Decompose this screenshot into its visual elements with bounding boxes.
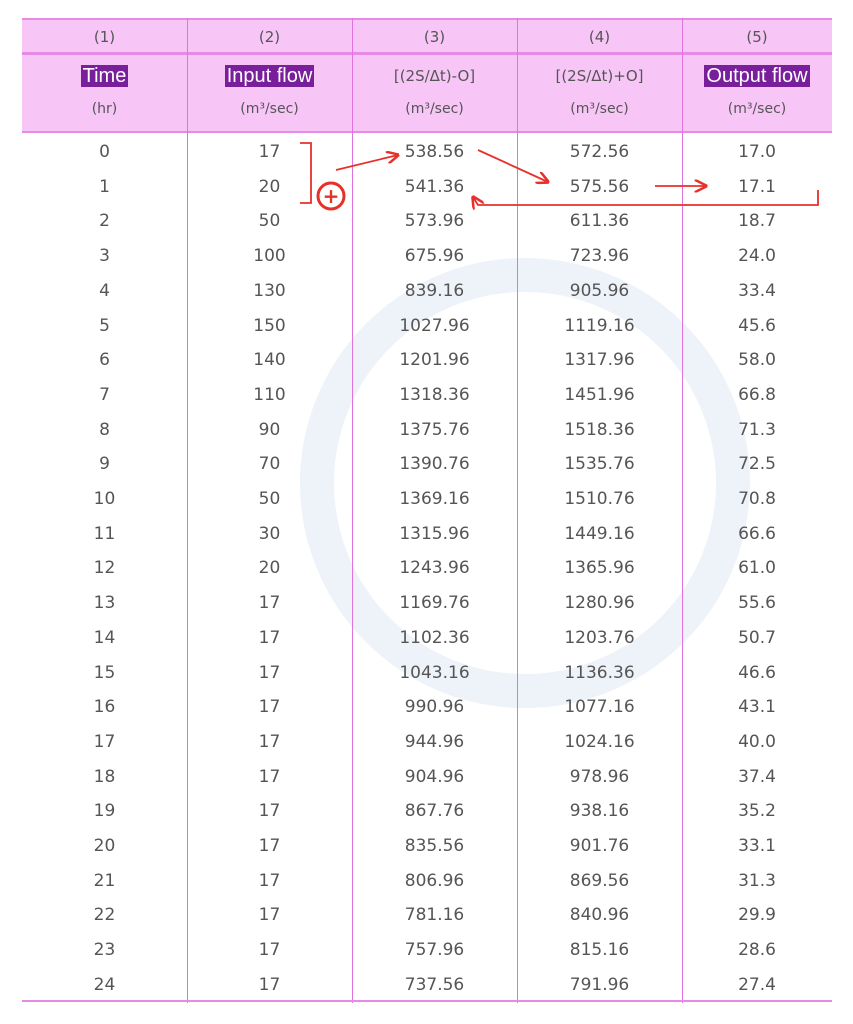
cell-time: 18 — [93, 766, 116, 787]
cell-2s-minus-o: 1390.76 — [399, 454, 470, 475]
cell-input-flow: 17 — [258, 731, 281, 752]
cell-time: 14 — [93, 627, 116, 648]
cell-2s-plus-o: 1451.96 — [564, 384, 635, 405]
column-divider — [352, 18, 353, 1003]
table-row — [22, 934, 832, 969]
cell-2s-minus-o: 990.96 — [404, 697, 465, 718]
cell-2s-plus-o: 1024.16 — [564, 731, 635, 752]
cell-input-flow: 140 — [253, 350, 286, 371]
table-row — [22, 865, 832, 900]
cell-time: 1 — [99, 176, 110, 197]
table-row — [22, 414, 832, 449]
cell-output-flow: 71.3 — [738, 419, 776, 440]
cell-2s-minus-o: 835.56 — [404, 836, 465, 856]
cell-2s-minus-o: 1318.36 — [399, 384, 470, 405]
column-divider — [682, 18, 683, 1003]
cell-input-flow: 50 — [258, 489, 281, 509]
cell-time: 3 — [99, 246, 110, 267]
cell-time: 6 — [99, 350, 110, 371]
cell-output-flow: 43.1 — [738, 697, 776, 718]
cell-2s-plus-o: 1077.16 — [564, 697, 635, 718]
cell-output-flow: 27.4 — [738, 974, 776, 995]
cell-time: 16 — [93, 697, 116, 718]
cell-input-flow: 17 — [258, 697, 281, 718]
column-number-4: (4) — [588, 28, 611, 46]
cell-2s-minus-o: 757.96 — [404, 940, 465, 961]
cell-input-flow: 17 — [258, 593, 281, 614]
cell-2s-plus-o: 1280.96 — [564, 593, 635, 614]
table-row — [22, 761, 832, 796]
header-output-flow-unit: (m³/sec) — [727, 101, 787, 117]
cell-2s-minus-o: 675.96 — [404, 246, 465, 267]
cell-2s-plus-o: 869.56 — [569, 870, 630, 891]
table-row — [22, 726, 832, 761]
cell-output-flow: 70.8 — [738, 489, 776, 509]
table-row — [22, 344, 832, 379]
table-row — [22, 969, 832, 1004]
table-row — [22, 136, 832, 171]
cell-input-flow: 17 — [258, 836, 281, 856]
cell-output-flow: 72.5 — [738, 454, 776, 475]
cell-output-flow: 37.4 — [738, 766, 776, 787]
cell-output-flow: 33.1 — [738, 836, 776, 856]
column-divider — [187, 18, 188, 1003]
cell-input-flow: 17 — [258, 766, 281, 787]
cell-2s-plus-o: 1365.96 — [564, 558, 635, 579]
cell-2s-minus-o: 737.56 — [404, 974, 465, 995]
cell-time: 5 — [99, 315, 110, 336]
table-bottom-border — [22, 1000, 832, 1002]
cell-time: 22 — [93, 905, 116, 926]
cell-input-flow: 20 — [258, 558, 281, 579]
header-2s-plus-o: [(2S/Δt)+O] — [555, 67, 644, 85]
cell-time: 19 — [93, 801, 116, 822]
cell-time: 24 — [93, 974, 116, 995]
cell-2s-minus-o: 781.16 — [404, 905, 465, 926]
cell-2s-plus-o: 1510.76 — [564, 489, 635, 509]
cell-2s-plus-o: 1136.36 — [564, 662, 635, 683]
cell-2s-plus-o: 791.96 — [569, 974, 630, 995]
table-row — [22, 205, 832, 240]
cell-2s-minus-o: 904.96 — [404, 766, 465, 787]
header-time-unit: (hr) — [91, 101, 118, 117]
table-row — [22, 240, 832, 275]
table-row — [22, 795, 832, 830]
cell-time: 11 — [93, 523, 116, 544]
cell-2s-plus-o: 978.96 — [569, 766, 630, 787]
table-row — [22, 552, 832, 587]
cell-2s-plus-o: 905.96 — [569, 280, 630, 301]
cell-2s-plus-o: 815.16 — [569, 940, 630, 961]
header-input-flow: Input flow — [226, 65, 313, 87]
cell-time: 9 — [99, 454, 110, 475]
cell-input-flow: 90 — [258, 419, 281, 440]
cell-2s-minus-o: 839.16 — [404, 280, 465, 301]
cell-time: 4 — [99, 280, 110, 301]
table-row — [22, 275, 832, 310]
table-row — [22, 171, 832, 206]
table-row — [22, 622, 832, 657]
header-2s-plus-o-unit: (m³/sec) — [570, 101, 629, 117]
cell-2s-plus-o: 938.16 — [569, 801, 630, 822]
cell-output-flow: 17.0 — [738, 142, 776, 162]
cell-input-flow: 100 — [253, 246, 286, 267]
header-row — [22, 55, 832, 133]
cell-2s-plus-o: 840.96 — [569, 905, 630, 926]
cell-2s-minus-o: 538.56 — [404, 142, 465, 162]
cell-2s-plus-o: 575.56 — [569, 176, 630, 197]
cell-output-flow: 61.0 — [738, 558, 776, 579]
column-number-3: (3) — [423, 28, 446, 46]
table-row — [22, 483, 832, 518]
column-number-row — [22, 18, 832, 55]
cell-output-flow: 50.7 — [738, 627, 776, 648]
cell-output-flow: 35.2 — [738, 801, 776, 822]
cell-2s-minus-o: 1102.36 — [399, 627, 470, 648]
cell-2s-minus-o: 867.76 — [404, 801, 465, 822]
cell-time: 21 — [93, 870, 116, 891]
table-row — [22, 379, 832, 414]
cell-output-flow: 55.6 — [738, 593, 776, 614]
header-2s-minus-o-unit: (m³/sec) — [405, 101, 464, 117]
cell-input-flow: 70 — [258, 454, 281, 475]
cell-2s-minus-o: 1043.16 — [399, 662, 470, 683]
column-divider — [517, 18, 518, 1003]
cell-output-flow: 33.4 — [738, 280, 776, 301]
cell-output-flow: 31.3 — [738, 870, 776, 891]
cell-2s-plus-o: 1449.16 — [564, 523, 635, 544]
cell-2s-minus-o: 1027.96 — [399, 315, 470, 336]
cell-2s-plus-o: 611.36 — [569, 211, 630, 232]
cell-2s-plus-o: 1317.96 — [564, 350, 635, 371]
cell-input-flow: 17 — [258, 142, 281, 162]
table-row — [22, 657, 832, 692]
column-number-5: (5) — [746, 28, 768, 46]
cell-time: 20 — [93, 836, 116, 856]
cell-2s-minus-o: 944.96 — [404, 731, 465, 752]
cell-2s-minus-o: 1243.96 — [399, 558, 470, 579]
table-row — [22, 830, 832, 865]
cell-2s-minus-o: 1315.96 — [399, 523, 470, 544]
table-row — [22, 691, 832, 726]
cell-output-flow: 45.6 — [738, 315, 776, 336]
cell-2s-minus-o: 1201.96 — [399, 350, 470, 371]
cell-time: 13 — [93, 593, 116, 614]
cell-time: 23 — [93, 940, 116, 961]
cell-output-flow: 17.1 — [738, 176, 776, 197]
cell-input-flow: 17 — [258, 627, 281, 648]
header-input-flow-unit: (m³/sec) — [240, 101, 299, 117]
cell-time: 0 — [99, 142, 110, 162]
cell-time: 15 — [93, 662, 116, 683]
cell-input-flow: 30 — [258, 523, 281, 544]
cell-input-flow: 20 — [258, 176, 281, 197]
cell-output-flow: 29.9 — [738, 905, 776, 926]
cell-2s-minus-o: 1369.16 — [399, 489, 470, 509]
cell-input-flow: 17 — [258, 662, 281, 683]
cell-2s-plus-o: 572.56 — [569, 142, 630, 162]
cell-time: 2 — [99, 211, 110, 232]
table-row — [22, 587, 832, 622]
cell-output-flow: 46.6 — [738, 662, 776, 683]
cell-time: 8 — [99, 419, 110, 440]
table-row — [22, 448, 832, 483]
cell-output-flow: 24.0 — [738, 246, 776, 267]
cell-input-flow: 150 — [253, 315, 286, 336]
cell-output-flow: 66.8 — [738, 384, 776, 405]
cell-2s-plus-o: 1203.76 — [564, 627, 635, 648]
cell-2s-minus-o: 1375.76 — [399, 419, 470, 440]
header-time: Time — [82, 65, 127, 87]
table-row — [22, 310, 832, 345]
cell-input-flow: 17 — [258, 870, 281, 891]
cell-2s-plus-o: 1535.76 — [564, 454, 635, 475]
cell-2s-minus-o: 806.96 — [404, 870, 465, 891]
cell-input-flow: 130 — [253, 280, 286, 301]
routing-table — [22, 18, 832, 1003]
cell-2s-minus-o: 573.96 — [404, 211, 465, 232]
cell-time: 7 — [99, 384, 110, 405]
column-number-1: (1) — [93, 28, 116, 46]
cell-output-flow: 40.0 — [738, 731, 776, 752]
cell-2s-minus-o: 1169.76 — [399, 593, 470, 614]
cell-input-flow: 17 — [258, 940, 281, 961]
cell-2s-plus-o: 723.96 — [569, 246, 630, 267]
cell-input-flow: 17 — [258, 974, 281, 995]
cell-input-flow: 50 — [258, 211, 281, 232]
column-number-2: (2) — [258, 28, 281, 46]
header-2s-minus-o: [(2S/Δt)-O] — [393, 67, 476, 85]
cell-input-flow: 17 — [258, 801, 281, 822]
cell-2s-plus-o: 901.76 — [569, 836, 630, 856]
cell-time: 12 — [93, 558, 116, 579]
cell-2s-plus-o: 1518.36 — [564, 419, 635, 440]
cell-time: 10 — [93, 489, 116, 509]
header-output-flow: Output flow — [706, 65, 808, 87]
cell-2s-minus-o: 541.36 — [404, 176, 465, 197]
cell-input-flow: 110 — [253, 384, 286, 405]
cell-2s-plus-o: 1119.16 — [564, 315, 635, 336]
table-row — [22, 899, 832, 934]
cell-input-flow: 17 — [258, 905, 281, 926]
cell-output-flow: 28.6 — [738, 940, 776, 961]
table-row — [22, 518, 832, 553]
cell-output-flow: 18.7 — [738, 211, 776, 232]
plus-symbol: + — [322, 184, 340, 208]
cell-output-flow: 66.6 — [738, 523, 776, 544]
cell-output-flow: 58.0 — [738, 350, 776, 371]
cell-time: 17 — [93, 731, 116, 752]
